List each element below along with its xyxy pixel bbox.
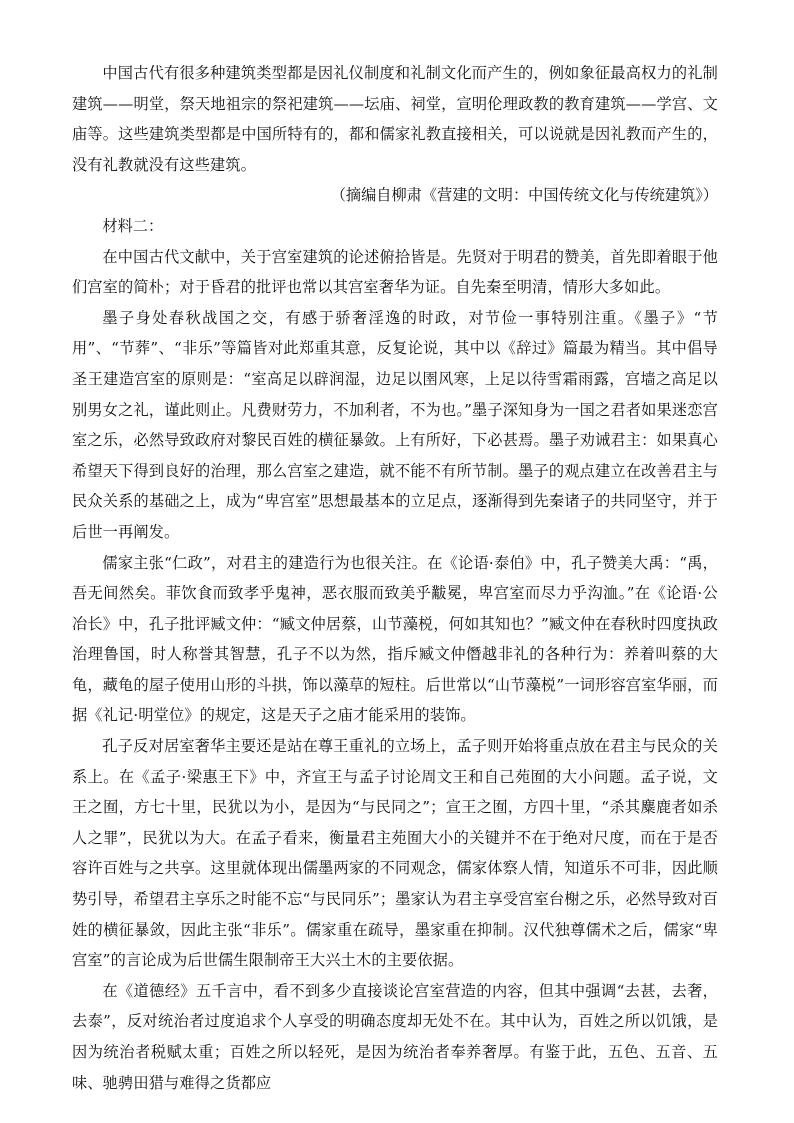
material-paragraph-3: 儒家主张“仁政”，对君主的建造行为也很关注。在《论语·泰伯》中，孔子赞美大禹：“禹，吾无间然矣。菲饮食而致孝乎鬼神，恶衣服而致美乎黻冕，卑宫室而尽力乎沟洫。”在《论语·公冶长》中，孔子批评臧文仲：“臧文仲居蔡，山节藻棁，何如其知也？”臧文仲在春秋时四度执政治理鲁国，时人称誉其智慧，孔子不以为然，指斥臧文仲僭越非礼的各种行为：养着叫蔡的大龟，藏龟的屋子使用山形的斗拱，饰以藻草的短柱。后世常以“山节藻棁”一词形容宫室华丽，而据《礼记·明堂位》的规定，这是天子之庙才能采用的装饰。 bbox=[72, 553, 718, 725]
source-citation: （摘编自柳肃《营建的文明：中国传统文化与传统建筑》） bbox=[330, 186, 718, 205]
material-paragraph-4: 孔子反对居室奢华主要还是站在尊王重礼的立场上，孟子则开始将重点放在君主与民众的关系上。在《孟子·梁惠王下》中，齐宣王与孟子讨论周文王和自己苑囿的大小问题。孟子说，文王之囿，方七十里，民犹以为小，是因为“与民同之”；宣王之囿，方四十里，“杀其麋鹿者如杀人之罪”，民犹以为大。在孟子看来，衡量君主苑囿大小的关键并不在于绝对尺度，而在于是否容许百姓与之共享。这里就体现出儒墨两家的不同观念，儒家体察人情，知道乐不可非，因此顺势引导，希望君主享乐之时能不忘“与民同乐”；墨家认为君主享受宫室台榭之乐，必然导致对百姓的横征暴敛，因此主张“非乐”。儒家重在疏导，墨家重在抑制。汉代独尊儒术之后，儒家“卑宫室”的言论成为后世儒生限制帝王大兴土木的主要依据。 bbox=[72, 737, 718, 970]
material-two-heading: 材料二： bbox=[102, 216, 164, 235]
material-paragraph-5: 在《道德经》五千言中，看不到多少直接谈论宫室营造的内容，但其中强调“去甚，去奢，去泰”，反对统治者过度追求个人享受的明确态度却无处不在。其中认为，百姓之所以饥饿，是因为统治者税赋太重；百姓之所以轻死，是因为统治者奉养奢厚。有鉴于此，五色、五音、五味、驰骋田猎与难得之货都应 bbox=[72, 981, 718, 1092]
document-page bbox=[72, 58, 718, 1098]
intro-paragraph: 中国古代有很多种建筑类型都是因礼仪制度和礼制文化而产生的，例如象征最高权力的礼制建筑——明堂，祭天地祖宗的祭祀建筑——坛庙、祠堂，宣明伦理政教的教育建筑——学宫、文庙等。这些建筑类型都是中国所特有的，都和儒家礼教直接相关，可以说就是因礼教而产生的，没有礼教就没有这些建筑。 bbox=[72, 64, 718, 174]
material-paragraph-2: 墨子身处春秋战国之交，有感于骄奢淫逸的时政，对节俭一事特别注重。《墨子》“节用”、“节葬”、“非乐”等篇皆对此郑重其意，反复论说，其中以《辞过》篇最为精当。其中倡导圣王建造宫室的原则是：“室高足以辟润湿，边足以圉风寒，上足以待雪霜雨露，宫墙之高足以别男女之礼，谨此则止。凡费财劳力，不加利者，不为也。”墨子深知身为一国之君者如果迷恋宫室之乐，必然导致政府对黎民百姓的横征暴敛。上有所好，下必甚焉。墨子劝诫君主：如果真心希望天下得到良好的治理，那么宫室之建造，就不能不有所节制。墨子的观点建立在改善君主与民众关系的基础之上，成为“卑宫室”思想最基本的立足点，逐渐得到先秦诸子的共同坚守，并于后世一再阐发。 bbox=[72, 308, 718, 541]
material-paragraph-1: 在中国古代文献中，关于宫室建筑的论述俯拾皆是。先贤对于明君的赞美，首先即着眼于他们宫室的简朴；对于昏君的批评也常以其宫室奢华为证。自先秦至明清，情形大多如此。 bbox=[72, 247, 718, 297]
